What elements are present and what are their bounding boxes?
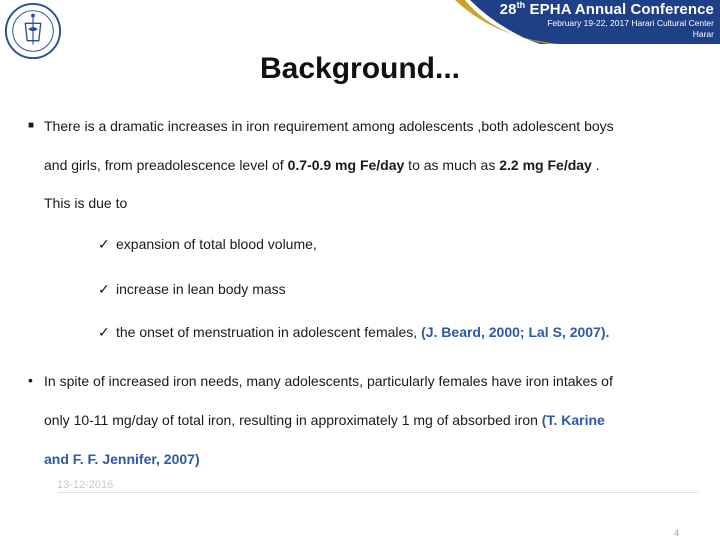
slide-title: Background... — [259, 52, 461, 85]
page-number: 4 — [674, 528, 680, 538]
checkmark-icon: ✓ — [98, 236, 110, 252]
paragraph-1-line-3: This is due to — [44, 195, 128, 211]
checkmark-icon: ✓ — [98, 324, 110, 340]
footer-date: 13-12-2016 — [57, 479, 114, 491]
round-bullet-icon: • — [28, 372, 33, 388]
square-bullet-icon: ■ — [28, 120, 35, 131]
citation: and F. F. Jennifer, 2007) — [44, 451, 200, 467]
conference-city: Harar — [692, 29, 714, 39]
paragraph-2-line-1: In spite of increased iron needs, many adolescents, particularly females have iron intakes of — [44, 373, 613, 389]
conference-title: 28th EPHA Annual Conference — [499, 0, 714, 18]
citation: (T. Karine — [541, 412, 605, 428]
checkmark-icon: ✓ — [98, 281, 110, 297]
conference-banner — [0, 0, 720, 44]
check-item-2: increase in lean body mass — [116, 281, 286, 297]
footer-divider — [58, 492, 698, 493]
citation: (J. Beard, 2000; Lal S, 2007). — [421, 324, 610, 340]
paragraph-1-line-1: There is a dramatic increases in iron requirement among adolescents ,both adolescent boys — [44, 118, 614, 134]
paragraph-2-line-3 — [44, 451, 200, 467]
conference-dates-venue: February 19-22, 2017 Harari Cultural Center — [547, 18, 714, 28]
check-item-1: expansion of total blood volume, — [116, 236, 317, 252]
paragraph-2-line-2: only 10-11 mg/day of total iron, resulting in approximately 1 mg of absorbed iron (T. Karine — [44, 412, 605, 428]
check-item-3: the onset of menstruation in adolescent females, (J. Beard, 2000; Lal S, 2007). — [116, 324, 610, 340]
paragraph-1-line-2: and girls, from preadolescence level of 0.7-0.9 mg Fe/day to as much as 2.2 mg Fe/day . — [44, 157, 600, 173]
